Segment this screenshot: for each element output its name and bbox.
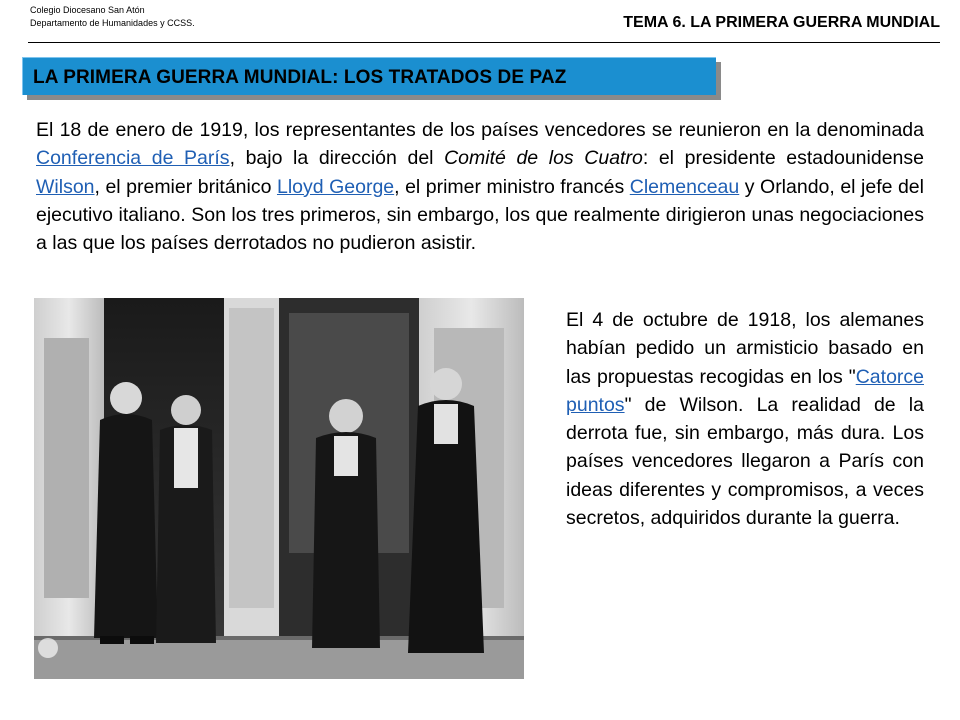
para1-text: : el presidente estadounidense: [642, 147, 924, 170]
para2-text: El 4 de octubre de 1918, los alemanes habían pedido un armisticio basado en las propuestas recogidas en los ": [566, 309, 924, 388]
school-name: Colegio Diocesano San Atón: [30, 5, 145, 15]
section-title: LA PRIMERA GUERRA MUNDIAL: LOS TRATADOS DE PAZ: [33, 67, 567, 88]
photo-illustration: [34, 298, 524, 679]
link-lloyd-george[interactable]: Lloyd George: [276, 175, 395, 198]
armistice-paragraph: [566, 306, 924, 532]
para1-text: y Orlando, el jefe del ejecutivo italiano. Son los tres primeros, sin embargo, los que realmente dirigieron unas negociaciones a las que los países derrotados no pudieron asistir.: [36, 175, 924, 255]
para1-text: El 18 de enero de 1919, los representantes de los países vencedores se reunieron en la denominada: [36, 119, 924, 141]
para1-text: , el premier británico: [94, 175, 277, 198]
department-name: Departamento de Humanidades y CCSS.: [30, 18, 195, 28]
school-header: [30, 4, 195, 30]
para2-text: " de Wilson. La realidad de la derrota fue, sin embargo, más dura. Los países vencedores llegaron a París con ideas diferentes y compromisos, a veces secretos, adquiridos durante la guerra.: [566, 393, 924, 530]
link-wilson[interactable]: Wilson: [36, 175, 95, 198]
link-clemenceau[interactable]: Clemenceau: [629, 175, 740, 198]
link-catorce-puntos[interactable]: Catorce puntos: [566, 365, 924, 416]
para1-text: , el primer ministro francés: [394, 175, 630, 198]
figure-clemenceau: [312, 399, 380, 648]
para1-text: , bajo la dirección del: [229, 147, 445, 170]
section-title-box: [22, 57, 716, 95]
big-four-photo: [34, 298, 524, 679]
header-divider: [28, 42, 940, 43]
link-conferencia-paris[interactable]: Conferencia de París: [36, 147, 230, 170]
figure-wilson: [408, 368, 484, 653]
figure-orlando: [156, 395, 216, 643]
figure-lloyd-george: [94, 382, 158, 644]
comite-cuatro-text: Comité de los Cuatro: [444, 147, 643, 170]
intro-paragraph: [36, 116, 924, 257]
topic-title: TEMA 6. LA PRIMERA GUERRA MUNDIAL: [623, 14, 940, 31]
